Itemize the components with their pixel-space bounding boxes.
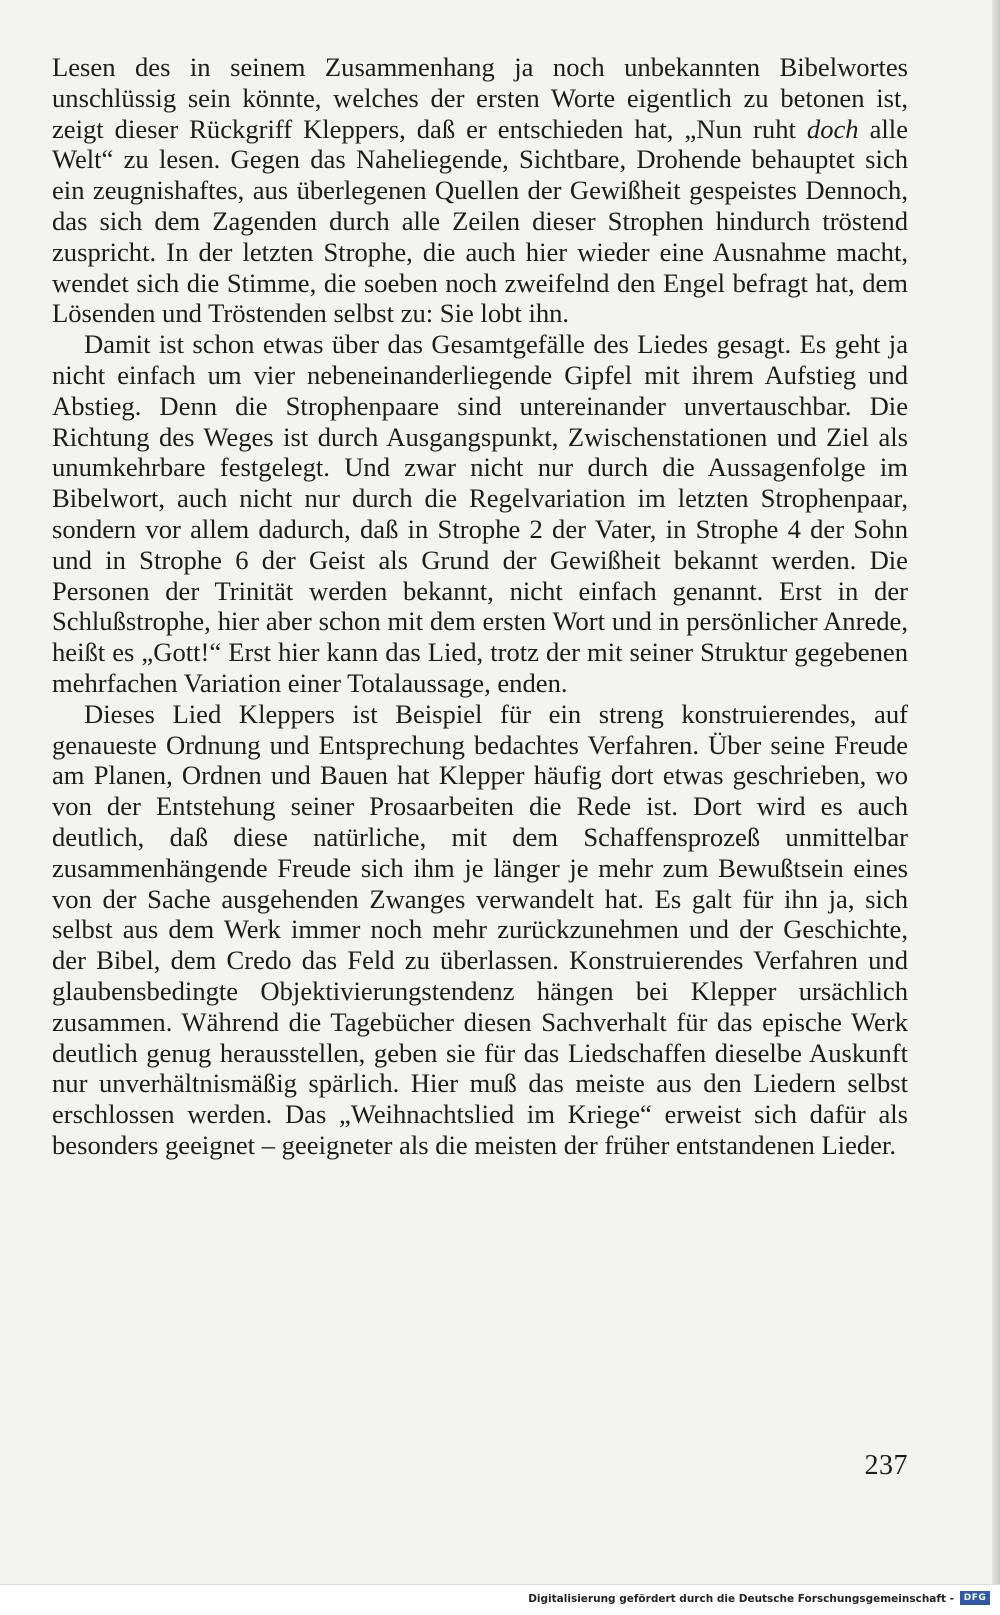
paragraph-1-text-b: alle Welt“ zu lesen. Gegen das Naheliegende, Sichtbare, Drohende behauptet sich ein zeugnishaftes, aus überlegenen Quellen der Gewißheit gespeistes Dennoch, das sich dem Zagenden durch alle Zeilen dieser Strophen hindurch tröstend zuspricht. In der letzten Strophe, die auch hier wieder eine Ausnahme macht, wendet sich die Stimme, die soeben noch zweifelnd den Engel befragt hat, dem Lösenden und Tröstenden selbst zu: Sie lobt ihn. [52, 113, 908, 329]
paragraph-1-text-a: Lesen des in seinem Zusammenhang ja noch unbekannten Bibelwortes unschlüssig sein könnte, welches der ersten Worte eigentlich zu betonen ist, zeigt dieser Rückgriff Kleppers, daß er entschieden hat, „Nun ruht [52, 52, 908, 144]
digitization-footer [0, 1584, 1000, 1615]
page-number: 237 [864, 1450, 908, 1481]
paragraph-1 [52, 52, 908, 329]
paragraph-3: Dieses Lied Kleppers ist Beispiel für ein streng konstruierendes, auf genaueste Ordnung und Entsprechung bedachtes Verfahren. Über seine Freude am Planen, Ordnen und Bauen hat Klepper häufig dort etwas geschrieben, wo von der Entstehung seiner Prosaarbeiten die Rede ist. Dort wird es auch deutlich, daß diese natürliche, mit dem Schaffensprozeß unmittelbar zusammenhängende Freude sich ihm je länger je mehr zum Bewußtsein eines von der Sache ausgehenden Zwanges verwandelt hat. Es galt für ihn ja, sich selbst aus dem Werk immer noch mehr zurückzunehmen und der Geschichte, der Bibel, dem Credo das Feld zu überlassen. Konstruierendes Verfahren und glaubensbedingte Objektivierungstendenz hängen bei Klepper ursächlich zusammen. Während die Tagebücher diesen Sachverhalt für das epische Werk deutlich genug herausstellen, geben sie für das Liedschaffen dieselbe Auskunft nur unverhältnismäßig spärlich. Hier muß das meiste aus den Liedern selbst erschlossen werden. Das „Weihnachtslied im Kriege“ erweist sich dafür als besonders geeignet – geeigneter als die meisten der früher entstandenen Lieder. [52, 698, 908, 1160]
page-edge-shadow [992, 0, 1000, 1614]
footer-credit: Digitalisierung gefördert durch die Deutsche Forschungsgemeinschaft - [528, 1593, 954, 1605]
body-text [52, 52, 908, 1161]
dfg-logo: DFG [960, 1591, 990, 1605]
emphasis-doch: doch [806, 113, 859, 144]
paragraph-2: Damit ist schon etwas über das Gesamtgefälle des Liedes gesagt. Es geht ja nicht einfach um vier nebeneinanderliegende Gipfel mit ihrem Aufstieg und Abstieg. Denn die Strophenpaare sind untereinander unvertauschbar. Die Richtung des Weges ist durch Ausgangspunkt, Zwischenstationen und Ziel als unumkehrbare festgelegt. Und zwar nicht nur durch die Aussagenfolge im Bibelwort, auch nicht nur durch die Regelvariation im letzten Strophenpaar, sondern vor allem dadurch, daß in Strophe 2 der Vater, in Strophe 4 der Sohn und in Strophe 6 der Geist als Grund der Gewißheit bekannt werden. Die Personen der Trinität werden bekannt, nicht einfach genannt. Erst in der Schlußstrophe, hier aber schon mit dem ersten Wort und in persönlicher Anrede, heißt es „Gott!“ Erst hier kann das Lied, trotz der mit seiner Struktur gegebenen mehrfachen Variation einer Totalaussage, enden. [52, 329, 908, 698]
